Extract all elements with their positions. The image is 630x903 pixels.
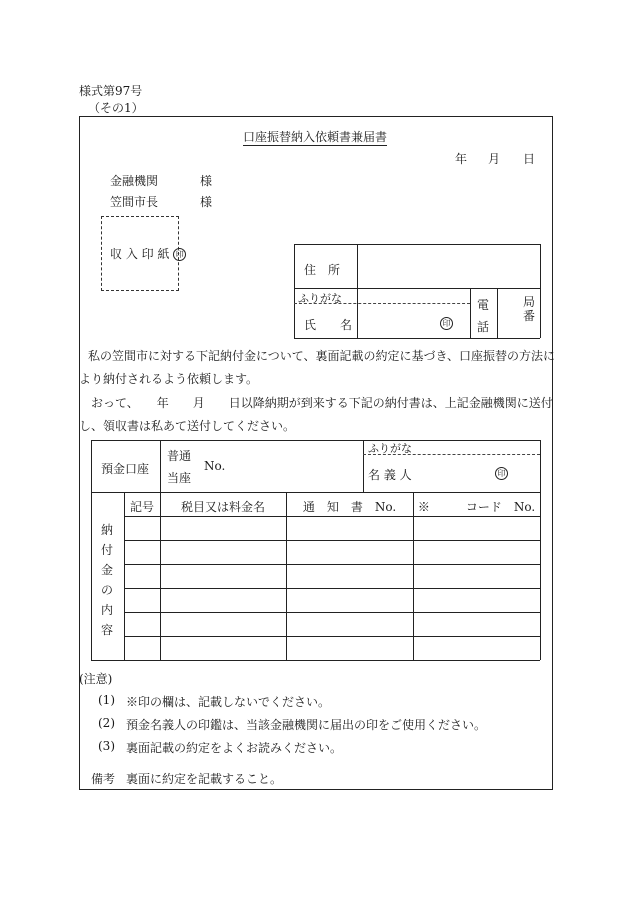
note-2-num: (2) xyxy=(98,716,115,730)
exchange-label-2: 番 xyxy=(523,309,536,323)
note-3-text: 裏面記載の約定をよくお読みください。 xyxy=(126,741,343,755)
form-number: 様式第97号 xyxy=(79,84,143,98)
holder-seal-icon: 印 xyxy=(495,467,508,480)
account-type-ordinary: 普通 xyxy=(167,449,192,463)
account-number-field[interactable] xyxy=(237,444,361,490)
phone-label-2: 話 xyxy=(477,320,490,334)
date-year: 年 xyxy=(455,152,468,166)
remark-text: 裏面に約定を記載すること。 xyxy=(126,772,283,786)
revenue-stamp-label xyxy=(110,245,186,262)
note-1-num: (1) xyxy=(98,693,115,707)
account-label: 預金口座 xyxy=(101,462,150,476)
date-day: 日 xyxy=(523,152,536,166)
addressee-bank: 金融機関 xyxy=(110,174,159,188)
payment-side-label: 納 付 金 の 内 容 xyxy=(100,523,113,637)
addressee-bank-honorific: 様 xyxy=(200,174,213,188)
form-title: 口座振替納入依頼書兼届書 xyxy=(242,130,387,144)
note-3-num: (3) xyxy=(98,739,115,753)
form-title-wrap xyxy=(0,128,630,145)
form-sub-number: （その1） xyxy=(88,101,144,115)
seal-icon: 印 xyxy=(173,248,186,261)
addressee-mayor-honorific: 様 xyxy=(200,195,213,209)
holder-label: 名 義 人 xyxy=(368,468,412,482)
address-field[interactable] xyxy=(358,247,539,287)
phone-label-1: 電 xyxy=(477,298,490,312)
holder-furigana-label: ふりがな xyxy=(368,442,412,455)
address-label: 住 所 xyxy=(304,263,341,277)
applicant-seal-icon: 印 xyxy=(440,317,453,330)
account-type-current: 当座 xyxy=(167,471,192,485)
paragraph-1-line-2: より納付されるよう依頼します。 xyxy=(79,372,259,386)
paragraph-2-line-2: し、領収書は私あて送付してください。 xyxy=(79,419,296,433)
note-2-text: 預金名義人の印鑑は、当該金融機関に届出の印をご使用ください。 xyxy=(126,718,487,732)
note-1-text: ※印の欄は、記載しないでください。 xyxy=(126,695,331,709)
account-number-label: No. xyxy=(204,459,226,473)
paragraph-1-line-1: 私の笠間市に対する下記納付金について、裏面記載の約定に基づき、口座振替の方法に xyxy=(88,349,556,363)
header-tax-item: 税目又は料金名 xyxy=(180,500,265,514)
header-code: 記号 xyxy=(129,500,154,514)
holder-name-field[interactable] xyxy=(420,456,490,490)
paragraph-2-line-1: おって、 年 月 日以降納期が到来する下記の納付書は、上記金融機関に送付 xyxy=(91,396,553,410)
date-month: 月 xyxy=(488,152,501,166)
applicant-name-label: 氏 名 xyxy=(304,318,353,332)
addressee-mayor: 笠間市長 xyxy=(110,195,159,209)
revenue-stamp-text: 収 入 印 紙 xyxy=(110,247,170,261)
applicant-furigana-label: ふりがな xyxy=(298,292,342,305)
exchange-label-1: 局 xyxy=(523,295,536,309)
header-notice-no: 通 知 書 No. xyxy=(302,500,397,514)
remark-label: 備考 xyxy=(91,772,116,786)
notes-heading: (注意) xyxy=(79,672,113,686)
header-code-no: ※ コード No. xyxy=(417,500,536,514)
